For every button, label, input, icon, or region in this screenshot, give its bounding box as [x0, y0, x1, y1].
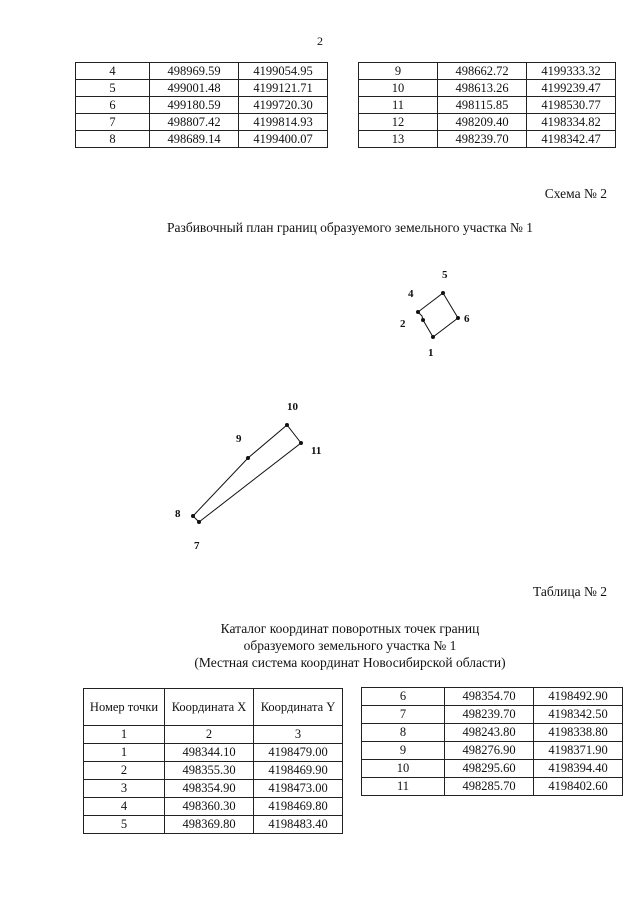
point-number-cell: 6 [362, 688, 445, 706]
table-row [84, 816, 343, 834]
table-label: Таблица № 2 [533, 584, 607, 599]
catalog-title-line-2: образуемого земельного участка № 1 [243, 638, 457, 653]
coordinate-y-cell: 4198342.47 [527, 131, 616, 148]
table-row [84, 762, 343, 780]
coordinate-x-cell: 498360.30 [165, 798, 254, 816]
coordinate-y-cell: 4198479.00 [254, 744, 343, 762]
point-number-cell: 3 [84, 780, 165, 798]
coordinate-y-cell: 4198342.50 [534, 706, 623, 724]
coordinate-y-cell: 4198530.77 [527, 97, 616, 114]
coordinate-x-cell: 498613.26 [438, 80, 527, 97]
header-coordinate-x: Координата X [165, 689, 254, 726]
point-number-cell: 4 [84, 798, 165, 816]
point-label-11: 11 [311, 445, 322, 457]
parcel-boundary-upper [418, 293, 458, 337]
coordinate-y-cell: 4199720.30 [239, 97, 328, 114]
coordinate-y-cell: 4198473.00 [254, 780, 343, 798]
point-label-2: 2 [400, 318, 406, 330]
coordinate-y-cell: 4198371.90 [534, 742, 623, 760]
coordinate-x-cell: 498285.70 [445, 778, 534, 796]
vertex-point-1 [431, 335, 435, 339]
table-row [362, 724, 623, 742]
table-row [362, 742, 623, 760]
point-label-8: 8 [175, 508, 181, 520]
point-number-cell: 4 [76, 63, 150, 80]
header-point-number: Номер точки [84, 689, 165, 726]
catalog-title [0, 620, 640, 671]
column-number-1: 1 [84, 726, 165, 744]
point-number-cell: 12 [359, 114, 438, 131]
coordinate-x-cell: 498807.42 [150, 114, 239, 131]
coordinate-y-cell: 4199239.47 [527, 80, 616, 97]
coordinate-y-cell: 4199333.32 [527, 63, 616, 80]
column-number-2: 2 [165, 726, 254, 744]
coordinate-y-cell: 4198492.90 [534, 688, 623, 706]
point-number-cell: 11 [359, 97, 438, 114]
column-number-3: 3 [254, 726, 343, 744]
vertex-point-7 [197, 520, 201, 524]
catalog-table-left-body [84, 689, 343, 744]
point-number-cell: 11 [362, 778, 445, 796]
coordinate-y-cell: 4198334.82 [527, 114, 616, 131]
catalog-title-line-3: (Местная система координат Новосибирской области) [194, 655, 506, 670]
point-label-4: 4 [408, 288, 414, 300]
coordinate-y-cell: 4198338.80 [534, 724, 623, 742]
point-label-5: 5 [442, 269, 448, 281]
coordinate-y-cell: 4198394.40 [534, 760, 623, 778]
table-row [84, 780, 343, 798]
coordinate-x-cell: 498969.59 [150, 63, 239, 80]
catalog-table-left-rows [84, 744, 343, 834]
vertex-point-6 [456, 316, 460, 320]
vertex-point-2 [421, 318, 425, 322]
coordinate-x-cell: 499180.59 [150, 97, 239, 114]
vertex-point-8 [191, 514, 195, 518]
coordinate-y-cell: 4199814.93 [239, 114, 328, 131]
catalog-title-line-1: Каталог координат поворотных точек границ [220, 621, 480, 636]
point-number-cell: 8 [76, 131, 150, 148]
coordinate-x-cell: 498355.30 [165, 762, 254, 780]
table-row [84, 798, 343, 816]
coordinate-y-cell: 4198469.90 [254, 762, 343, 780]
point-number-cell: 10 [362, 760, 445, 778]
vertex-point-9 [246, 456, 250, 460]
catalog-table-right [361, 687, 623, 796]
parcel-boundary-lower [193, 425, 301, 522]
table-row [362, 778, 623, 796]
coordinate-y-cell: 4199054.95 [239, 63, 328, 80]
point-number-cell: 10 [359, 80, 438, 97]
coordinate-x-cell: 498689.14 [150, 131, 239, 148]
page-number: 2 [317, 34, 323, 48]
scheme-label: Схема № 2 [544, 186, 607, 201]
point-label-1: 1 [428, 347, 434, 359]
coordinate-x-cell: 498239.70 [445, 706, 534, 724]
coordinate-x-cell: 498662.72 [438, 63, 527, 80]
point-label-9: 9 [236, 433, 242, 445]
coordinate-y-cell: 4198402.60 [534, 778, 623, 796]
coordinate-y-cell: 4198469.80 [254, 798, 343, 816]
point-number-cell: 9 [359, 63, 438, 80]
point-number-cell: 5 [84, 816, 165, 834]
coordinate-y-cell: 4199121.71 [239, 80, 328, 97]
vertex-point-4 [416, 310, 420, 314]
vertex-point-5 [441, 291, 445, 295]
coordinate-x-cell: 498369.80 [165, 816, 254, 834]
point-label-7: 7 [194, 540, 200, 552]
coordinate-x-cell: 498243.80 [445, 724, 534, 742]
coordinate-y-cell: 4199400.07 [239, 131, 328, 148]
table-row [362, 688, 623, 706]
catalog-table-left [83, 688, 343, 834]
coordinate-x-cell: 498115.85 [438, 97, 527, 114]
coordinate-x-cell: 498209.40 [438, 114, 527, 131]
point-number-cell: 7 [76, 114, 150, 131]
vertex-point-11 [299, 441, 303, 445]
catalog-column-number-row [84, 726, 343, 744]
coordinate-x-cell: 498354.70 [445, 688, 534, 706]
point-number-cell: 5 [76, 80, 150, 97]
coordinate-x-cell: 498239.70 [438, 131, 527, 148]
point-number-cell: 1 [84, 744, 165, 762]
header-coordinate-y: Координата Y [254, 689, 343, 726]
point-number-cell: 9 [362, 742, 445, 760]
point-number-cell: 13 [359, 131, 438, 148]
catalog-header-row [84, 689, 343, 726]
coordinate-x-cell: 498344.10 [165, 744, 254, 762]
coordinate-x-cell: 499001.48 [150, 80, 239, 97]
coordinate-x-cell: 498295.60 [445, 760, 534, 778]
scheme-title: Разбивочный план границ образуемого земельного участка № 1 [167, 220, 533, 235]
point-number-cell: 2 [84, 762, 165, 780]
point-label-10: 10 [287, 401, 298, 413]
point-number-cell: 7 [362, 706, 445, 724]
point-label-6: 6 [464, 313, 470, 325]
coordinate-x-cell: 498354.90 [165, 780, 254, 798]
table-row [84, 744, 343, 762]
coordinate-y-cell: 4198483.40 [254, 816, 343, 834]
table-row [362, 706, 623, 724]
vertex-point-10 [285, 423, 289, 427]
catalog-table-right-rows [362, 688, 623, 796]
table-row [362, 760, 623, 778]
coordinate-x-cell: 498276.90 [445, 742, 534, 760]
point-number-cell: 8 [362, 724, 445, 742]
point-number-cell: 6 [76, 97, 150, 114]
